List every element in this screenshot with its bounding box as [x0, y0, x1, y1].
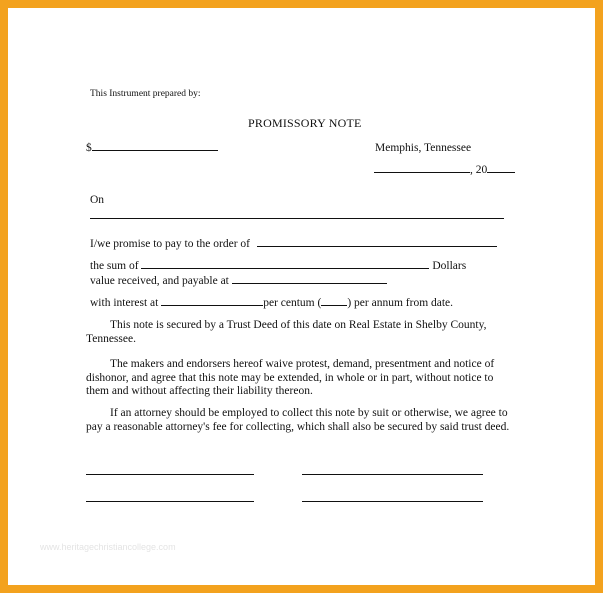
paragraph-attorney: If an attorney should be employed to collect this note by suit or otherwise, we agree to pay a reasonable attorney's fee for collecting, which shall also be secured by said trust deed. [86, 407, 510, 433]
sum-blank[interactable] [141, 268, 429, 269]
signature-line-right-1[interactable] [302, 474, 483, 475]
value-row [90, 275, 387, 288]
sum-label: the sum of [90, 260, 139, 272]
per-centum-blank[interactable] [321, 305, 347, 306]
paragraph-makers: The makers and endorsers hereof waive protest, demand, presentment and notice of dishonor, and agree that this note may be extended, in whole or in part, without notice to them and without affecting their liability thereon. [86, 358, 495, 397]
document-title: PROMISSORY NOTE [248, 116, 362, 130]
per-centum-label: per centum ( [263, 297, 322, 309]
paragraph-secured: This note is secured by a Trust Deed of this date on Real Estate in Shelby County, Tennessee. [86, 319, 487, 345]
interest-label: with interest at [90, 297, 159, 309]
date-field[interactable] [374, 164, 515, 177]
dollar-sign: $ [86, 142, 92, 154]
value-label: value received, and payable at [90, 275, 229, 287]
interest-row [90, 297, 453, 310]
per-annum-label: ) per annum from date. [347, 297, 454, 309]
prepared-by-label: This Instrument prepared by: [90, 89, 201, 99]
date-blank[interactable] [374, 172, 470, 173]
date-comma: , [470, 164, 473, 176]
city-state: Memphis, Tennessee [375, 142, 472, 154]
year-prefix: 20 [475, 164, 488, 176]
on-label: On [90, 194, 105, 206]
year-blank[interactable] [487, 172, 515, 173]
promise-row [90, 238, 497, 251]
on-blank-line[interactable] [90, 218, 504, 219]
payee-blank[interactable] [257, 246, 497, 247]
dollars-label: Dollars [432, 260, 467, 272]
signature-line-left-2[interactable] [86, 501, 254, 502]
sum-row [90, 260, 466, 273]
watermark: www.heritagechristiancollege.com [40, 542, 176, 552]
amount-field[interactable] [86, 142, 218, 155]
promise-label: I/we promise to pay to the order of [90, 238, 250, 250]
interest-rate-blank[interactable] [161, 305, 263, 306]
amount-blank[interactable] [92, 150, 218, 151]
signature-line-left-1[interactable] [86, 474, 254, 475]
payable-at-blank[interactable] [232, 283, 387, 284]
signature-line-right-2[interactable] [302, 501, 483, 502]
